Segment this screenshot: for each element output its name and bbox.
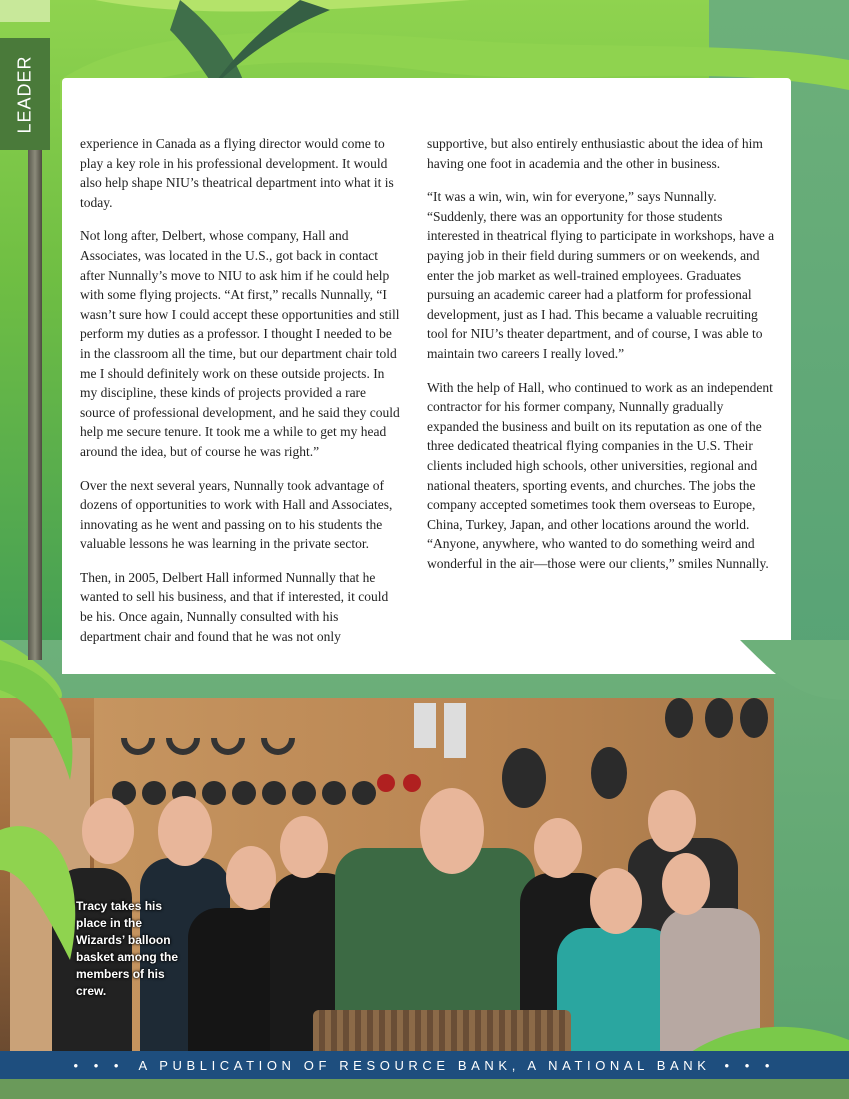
- foliage-overlay: [0, 640, 849, 1099]
- article-column-right: [427, 134, 777, 587]
- paragraph: supportive, but also entirely enthusiastic about the idea of him having one foot in academia and the other in business.: [427, 136, 763, 171]
- tree-trunk-decoration: [28, 150, 42, 660]
- publication-footer: [0, 1051, 849, 1079]
- paragraph: Not long after, Delbert, whose company, Hall and Associates, was located in the U.S., got back in contact after Nunnally’s move to NIU to ask him if he could help with some flying projects. “At first,” recalls Nunnally, “I wasn’t sure how I could accept these opportunities and still perform my duties as a professor. I thought I needed to be in the classroom all the time, but our department chair told me I should definitely work on these outside projects. In my discipline, these kinds of projects provided a rare source of professional development, and he said they could help me secure tenure. It took me a while to get my head around the idea, but of course he was right.”: [80, 228, 400, 459]
- article-column-left: [80, 134, 400, 660]
- footer-dots-left: • • •: [73, 1057, 125, 1073]
- footer-text: A PUBLICATION OF RESOURCE BANK, A NATIONAL BANK: [138, 1057, 711, 1073]
- section-tab-label: LEADER: [14, 54, 35, 134]
- paragraph: With the help of Hall, who continued to work as an independent contractor for his former company, Nunnally gradually expanded the business and built on its reputation as one of the three dedicated theatrical flying companies in the U.S. Their clients included high schools, other universities, regional and national theaters, sporting events, and churches. The jobs the company accepted sometimes took them overseas to Europe, China, Turkey, Japan, and other locations around the world. “Anyone, anywhere, who wanted to do something weird and wonderful in the air—those were our clients,” smiles Nunnally.: [427, 379, 773, 571]
- paragraph: experience in Canada as a flying director would come to play a key role in his professional development. It would also help shape NIU’s theatrical department into what it is today.: [80, 136, 394, 210]
- footer-bottom-strip: [0, 1079, 849, 1099]
- footer-dots-right: • • •: [724, 1057, 776, 1073]
- paragraph: Over the next several years, Nunnally took advantage of dozens of opportunities to work with Hall and Associates, innovating as he went and passing on to his students the valuable lessons he was learning in the private sector.: [80, 477, 393, 552]
- paragraph: Then, in 2005, Delbert Hall informed Nunnally that he wanted to sell his business, and that if interested, it could be his. Once again, Nunnally consulted with his department chair and found that he was not only: [80, 569, 389, 644]
- top-strip: [0, 0, 50, 22]
- paragraph: “It was a win, win, win for everyone,” says Nunnally. “Suddenly, there was an opportunity for those students interested in theatrical flying to participate in workshops, have a paying job in their field during summers or on weekends, and enter the job market as well-trained employees. Graduates pursuing an academic career had a platform for professional development, just as I had. This became a valuable recruiting tool for NIU’s theater department, and of course, I was able to maintain two careers I really loved.”: [427, 189, 775, 361]
- section-tab: [0, 38, 50, 150]
- photo-caption: Tracy takes his place in the Wizards’ balloon basket among the members of his crew.: [76, 899, 179, 998]
